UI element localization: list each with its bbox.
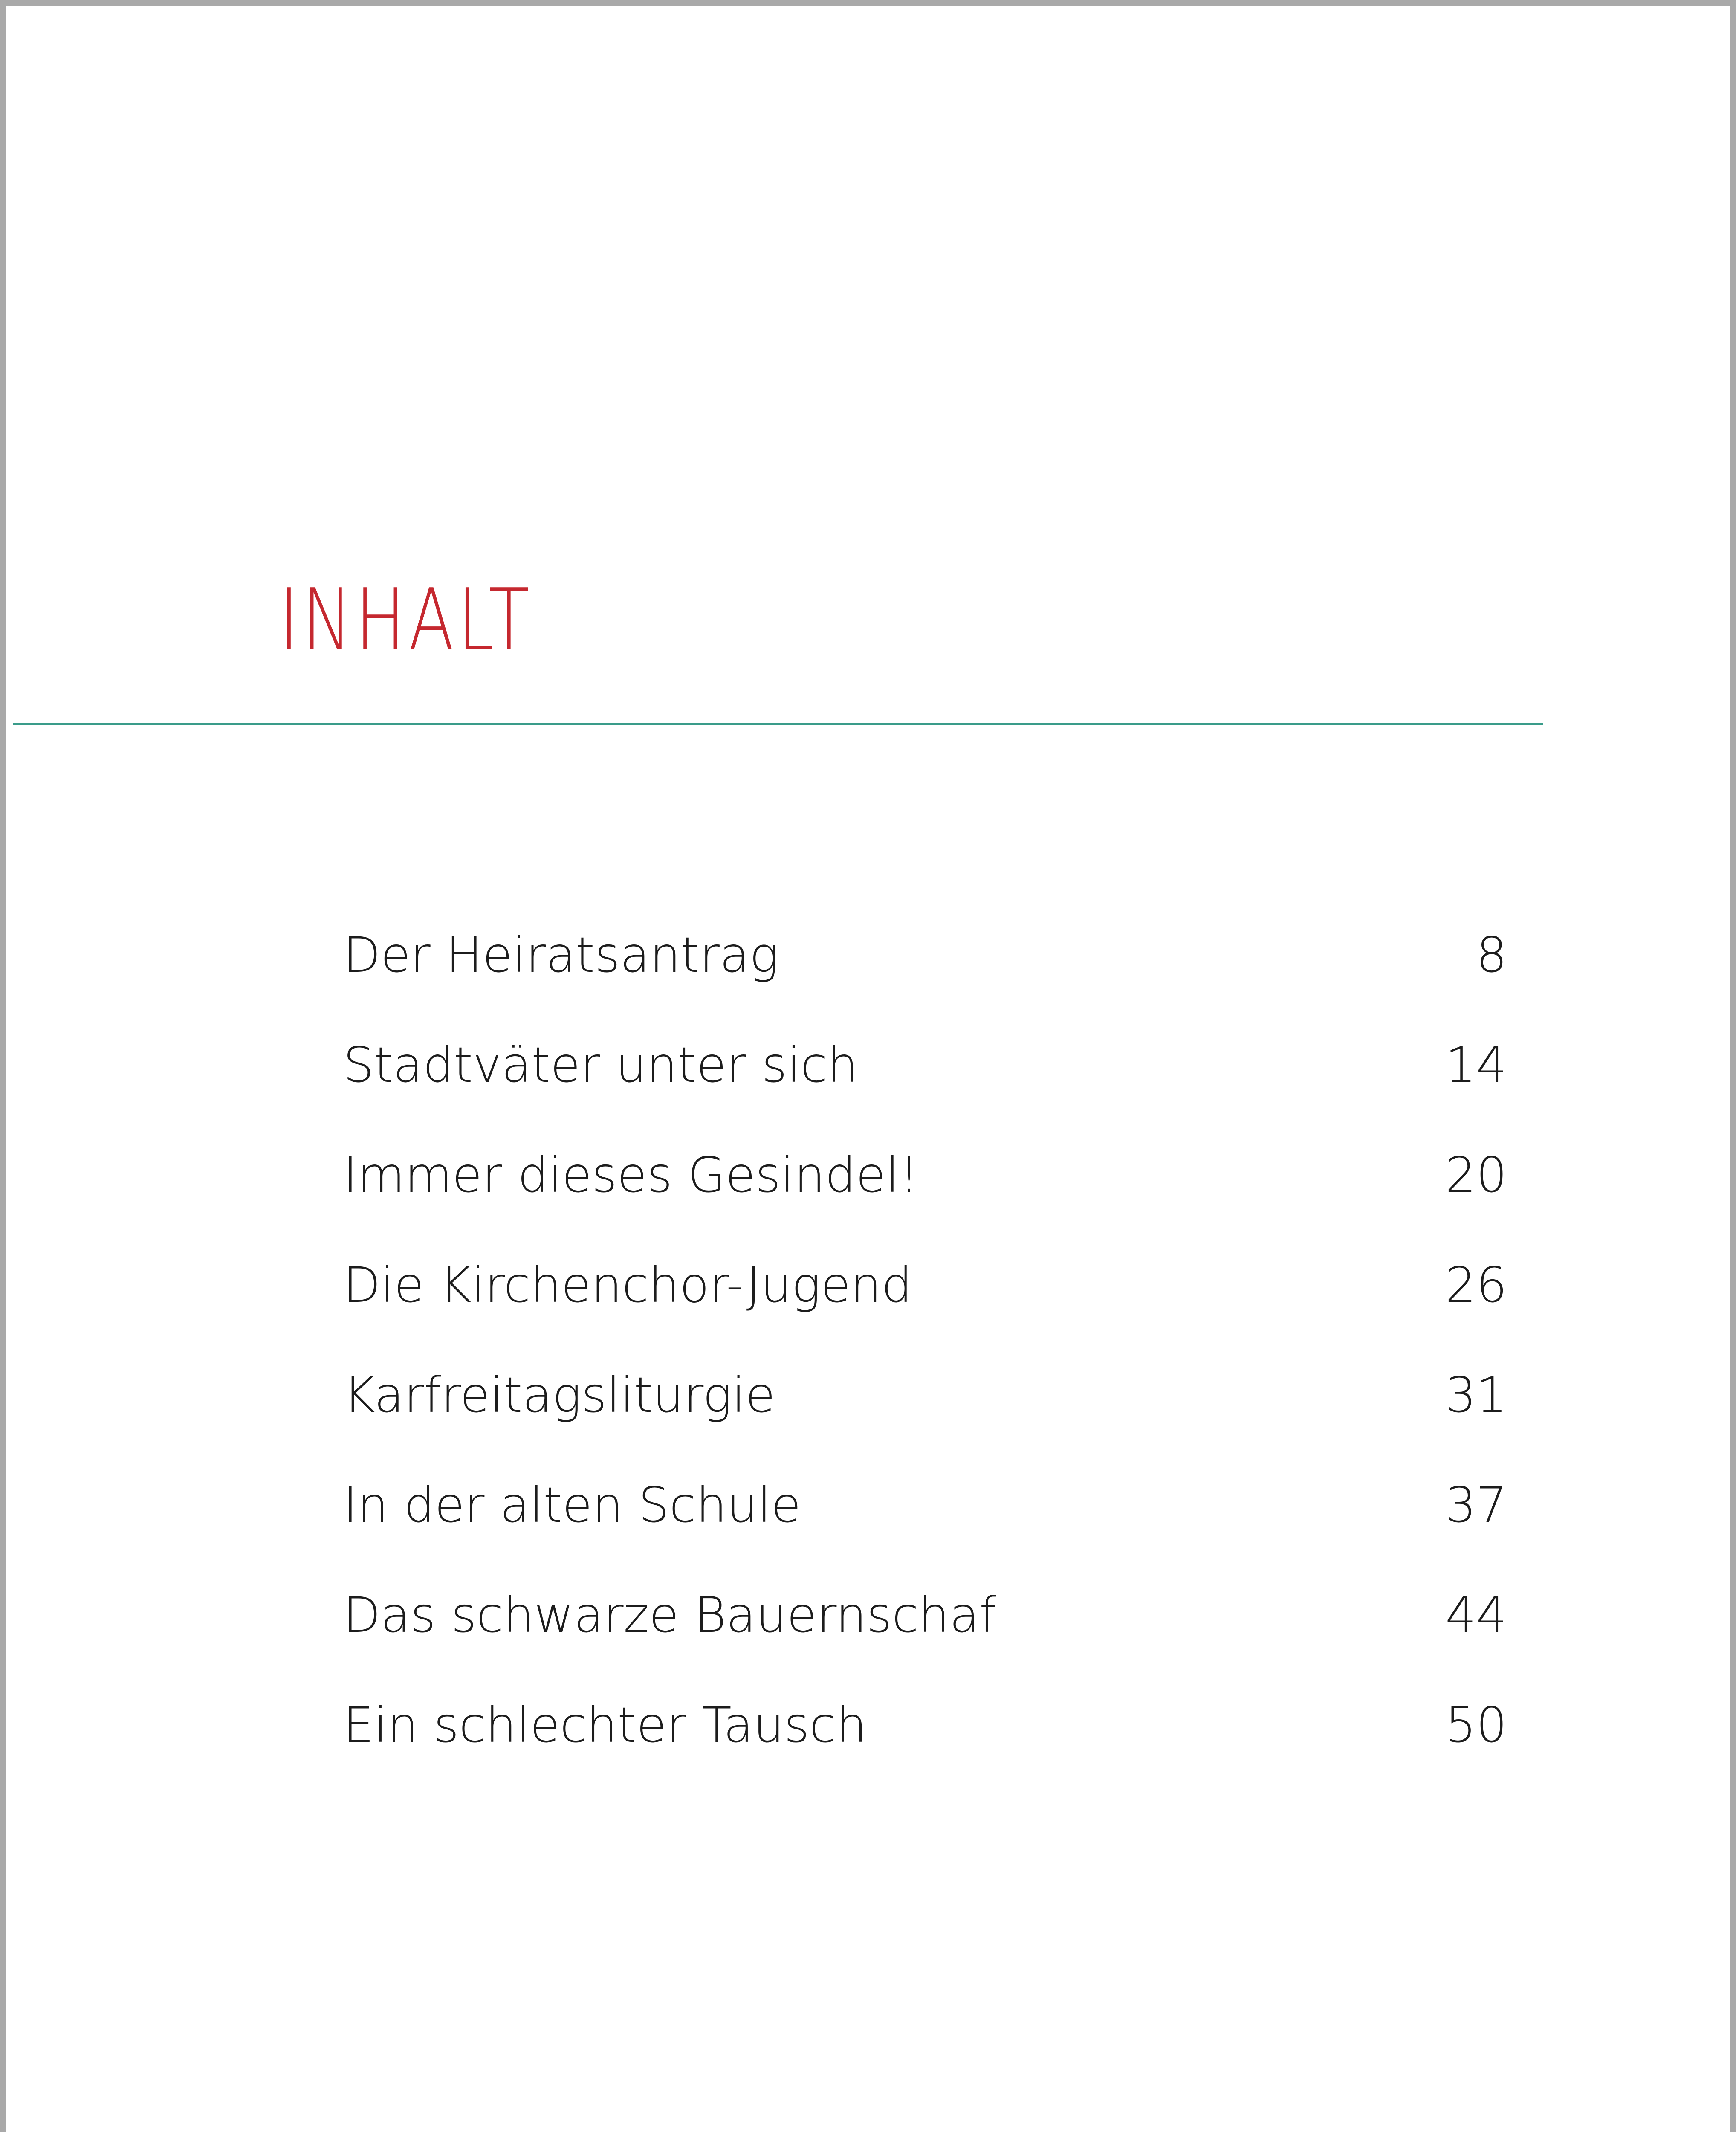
toc-entry-page-number: 20 bbox=[1445, 1146, 1507, 1203]
toc-entry bbox=[343, 1450, 1507, 1560]
toc-entry-page-number: 26 bbox=[1445, 1256, 1507, 1313]
table-of-contents bbox=[343, 900, 1507, 1780]
toc-entry-page-number: 31 bbox=[1445, 1366, 1507, 1423]
toc-entry-title: Die Kirchenchor-Jugend bbox=[343, 1256, 912, 1313]
toc-entry-title: Karfreitagsliturgie bbox=[343, 1366, 775, 1423]
toc-entry-title: In der alten Schule bbox=[343, 1476, 801, 1533]
toc-entry-title: Das schwarze Bauernschaf bbox=[343, 1586, 997, 1643]
toc-entry-page-number: 50 bbox=[1445, 1696, 1507, 1753]
toc-entry-page-number: 37 bbox=[1445, 1476, 1507, 1533]
toc-entry-page-number: 44 bbox=[1445, 1586, 1507, 1643]
toc-entry bbox=[343, 1230, 1507, 1340]
toc-entry-title: Ein schlechter Tausch bbox=[343, 1696, 867, 1753]
toc-entry bbox=[343, 1560, 1507, 1670]
toc-entry bbox=[343, 1010, 1507, 1120]
toc-entry-title: Immer dieses Gesindel! bbox=[343, 1146, 919, 1203]
toc-entry bbox=[343, 1670, 1507, 1780]
toc-entry bbox=[343, 900, 1507, 1010]
toc-entry-page-number: 14 bbox=[1445, 1036, 1507, 1093]
toc-entry-title: Stadtväter unter sich bbox=[343, 1036, 858, 1093]
heading-divider bbox=[13, 723, 1543, 725]
page-heading: INHALT bbox=[279, 571, 533, 670]
toc-entry bbox=[343, 1340, 1507, 1450]
toc-entry bbox=[343, 1120, 1507, 1230]
toc-entry-page-number: 8 bbox=[1476, 926, 1507, 983]
toc-entry-title: Der Heiratsantrag bbox=[343, 926, 779, 983]
